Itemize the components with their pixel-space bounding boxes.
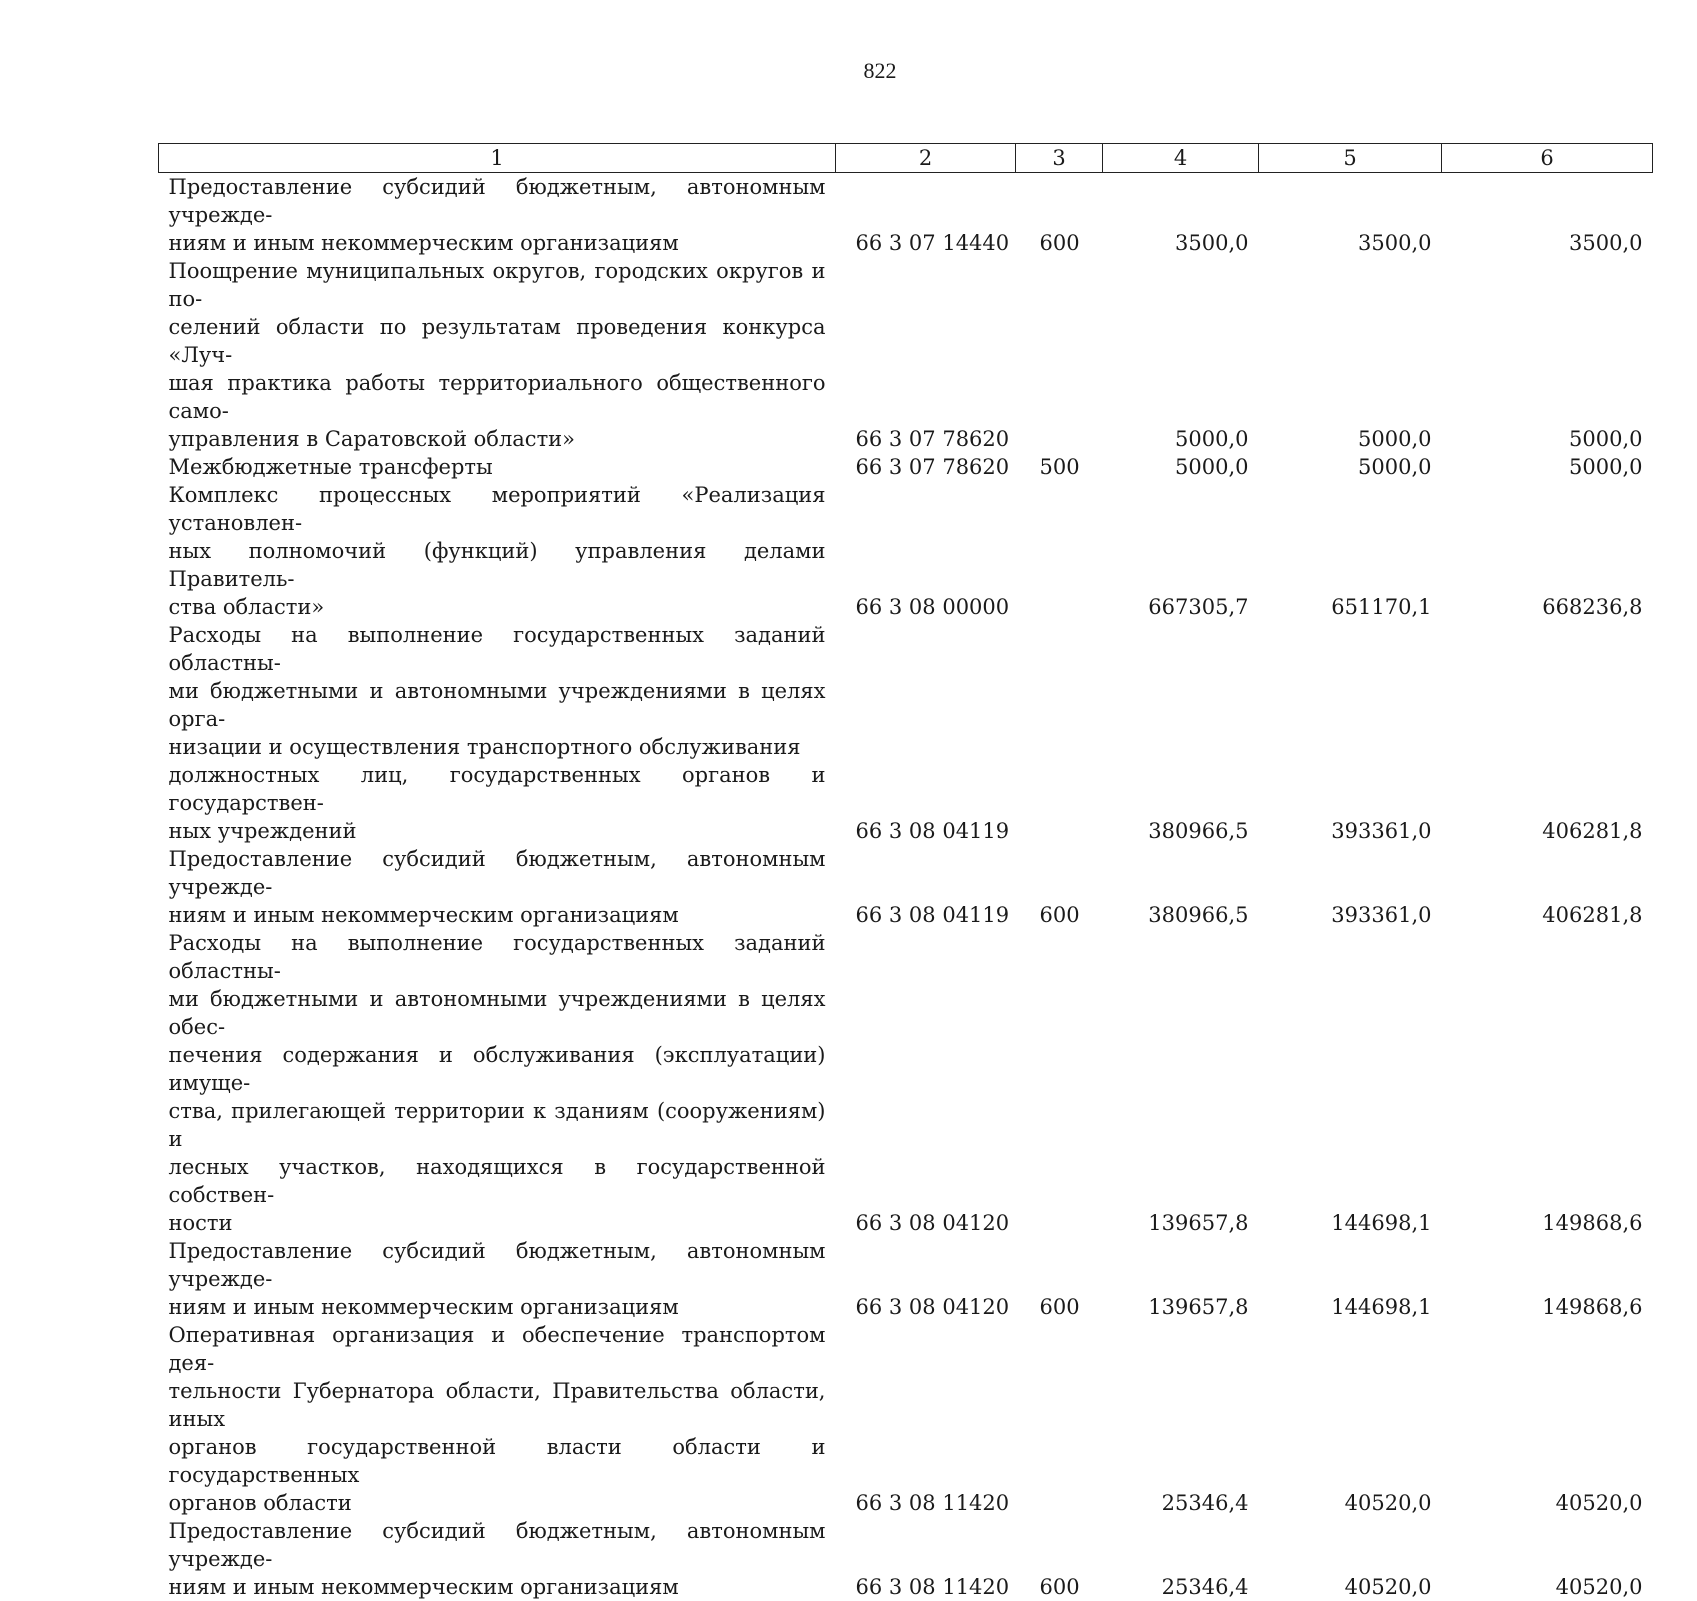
- table-row: [159, 1237, 1653, 1321]
- amount-col-5: 3500,0: [1259, 173, 1442, 258]
- table-row: [159, 453, 1653, 481]
- amount-col-5: 393361,0: [1259, 621, 1442, 845]
- table-row: [159, 929, 1653, 1237]
- amount-col-6: 3500,0: [1442, 173, 1653, 258]
- row-description: [159, 621, 836, 845]
- description-line: селений области по результатам проведения конкурса «Луч-: [169, 313, 826, 369]
- table-row: [159, 1517, 1653, 1601]
- amount-col-4: 139657,8: [1103, 1237, 1259, 1321]
- amount-col-4: 380966,5: [1103, 845, 1259, 929]
- description-line: Предоставление субсидий бюджетным, автономным учрежде-: [169, 173, 826, 229]
- amount-col-6: 149868,6: [1442, 929, 1653, 1237]
- target-article-code: 66 3 07 78620: [836, 453, 1016, 481]
- description-line: Межбюджетные трансферты: [169, 453, 826, 481]
- expense-type-code: [1016, 929, 1103, 1237]
- description-line: ности: [169, 1209, 826, 1237]
- description-line: органов государственной власти области и государственных: [169, 1433, 826, 1489]
- target-article-code: 66 3 08 11420: [836, 1321, 1016, 1517]
- amount-col-6: 40520,0: [1442, 1517, 1653, 1601]
- description-line: лесных участков, находящихся в государственной собствен-: [169, 1153, 826, 1209]
- row-description: [159, 929, 836, 1237]
- column-header: 3: [1016, 144, 1103, 173]
- description-line: ства области»: [169, 593, 826, 621]
- column-header: 4: [1103, 144, 1259, 173]
- target-article-code: 66 3 08 04119: [836, 621, 1016, 845]
- description-line: печения содержания и обслуживания (эксплуатации) имуще-: [169, 1041, 826, 1097]
- amount-col-5: 5000,0: [1259, 453, 1442, 481]
- amount-col-5: 651170,1: [1259, 481, 1442, 621]
- target-article-code: 66 3 08 04119: [836, 845, 1016, 929]
- expense-type-code: [1016, 1321, 1103, 1517]
- description-line: низации и осуществления транспортного обслуживания: [169, 733, 826, 761]
- description-line: ства, прилегающей территории к зданиям (сооружениям) и: [169, 1097, 826, 1153]
- table-body: [159, 173, 1653, 1601]
- description-line: Комплекс процессных мероприятий «Реализация установлен-: [169, 481, 826, 537]
- amount-col-5: 144698,1: [1259, 929, 1442, 1237]
- table-row: [159, 1321, 1653, 1517]
- description-line: Предоставление субсидий бюджетным, автономным учрежде-: [169, 1237, 826, 1293]
- row-description: [159, 1321, 836, 1517]
- amount-col-5: 144698,1: [1259, 1237, 1442, 1321]
- amount-col-4: 139657,8: [1103, 929, 1259, 1237]
- budget-table: [158, 143, 1653, 1601]
- amount-col-6: 5000,0: [1442, 257, 1653, 453]
- page-number: 822: [0, 58, 1697, 84]
- description-line: Расходы на выполнение государственных заданий областны-: [169, 929, 826, 985]
- description-line: ниям и иным некоммерческим организациям: [169, 1573, 826, 1601]
- target-article-code: 66 3 07 78620: [836, 257, 1016, 453]
- row-description: [159, 173, 836, 258]
- amount-col-6: 668236,8: [1442, 481, 1653, 621]
- expense-type-code: [1016, 621, 1103, 845]
- amount-col-6: 406281,8: [1442, 621, 1653, 845]
- row-description: [159, 257, 836, 453]
- table-row: [159, 257, 1653, 453]
- description-line: ниям и иным некоммерческим организациям: [169, 229, 826, 257]
- expense-type-code: 500: [1016, 453, 1103, 481]
- description-line: Предоставление субсидий бюджетным, автономным учрежде-: [169, 845, 826, 901]
- description-line: ниям и иным некоммерческим организациям: [169, 1293, 826, 1321]
- amount-col-4: 5000,0: [1103, 453, 1259, 481]
- table-row: [159, 173, 1653, 258]
- target-article-code: 66 3 08 11420: [836, 1517, 1016, 1601]
- expense-type-code: 600: [1016, 845, 1103, 929]
- amount-col-4: 667305,7: [1103, 481, 1259, 621]
- row-description: [159, 1237, 836, 1321]
- column-header: 2: [836, 144, 1016, 173]
- expense-type-code: 600: [1016, 1237, 1103, 1321]
- amount-col-5: 393361,0: [1259, 845, 1442, 929]
- expense-type-code: 600: [1016, 1517, 1103, 1601]
- amount-col-4: 380966,5: [1103, 621, 1259, 845]
- description-line: ных учреждений: [169, 817, 826, 845]
- description-line: ниям и иным некоммерческим организациям: [169, 901, 826, 929]
- table-row: [159, 481, 1653, 621]
- description-line: шая практика работы территориального общественного само-: [169, 369, 826, 425]
- column-header: 6: [1442, 144, 1653, 173]
- description-line: Расходы на выполнение государственных заданий областны-: [169, 621, 826, 677]
- description-line: ми бюджетными и автономными учреждениями в целях орга-: [169, 677, 826, 733]
- amount-col-6: 406281,8: [1442, 845, 1653, 929]
- table-row: [159, 621, 1653, 845]
- target-article-code: 66 3 07 14440: [836, 173, 1016, 258]
- column-header: 1: [159, 144, 836, 173]
- amount-col-4: 25346,4: [1103, 1321, 1259, 1517]
- amount-col-6: 149868,6: [1442, 1237, 1653, 1321]
- row-description: [159, 453, 836, 481]
- column-header: 5: [1259, 144, 1442, 173]
- amount-col-4: 5000,0: [1103, 257, 1259, 453]
- amount-col-5: 40520,0: [1259, 1517, 1442, 1601]
- target-article-code: 66 3 08 04120: [836, 929, 1016, 1237]
- description-line: тельности Губернатора области, Правительства области, иных: [169, 1377, 826, 1433]
- expense-type-code: 600: [1016, 173, 1103, 258]
- amount-col-5: 40520,0: [1259, 1321, 1442, 1517]
- description-line: Предоставление субсидий бюджетным, автономным учрежде-: [169, 1517, 826, 1573]
- amount-col-6: 40520,0: [1442, 1321, 1653, 1517]
- row-description: [159, 481, 836, 621]
- amount-col-5: 5000,0: [1259, 257, 1442, 453]
- description-line: должностных лиц, государственных органов и государствен-: [169, 761, 826, 817]
- description-line: Поощрение муниципальных округов, городских округов и по-: [169, 257, 826, 313]
- row-description: [159, 845, 836, 929]
- description-line: органов области: [169, 1489, 826, 1517]
- amount-col-4: 3500,0: [1103, 173, 1259, 258]
- target-article-code: 66 3 08 04120: [836, 1237, 1016, 1321]
- description-line: Оперативная организация и обеспечение транспортом дея-: [169, 1321, 826, 1377]
- row-description: [159, 1517, 836, 1601]
- description-line: ми бюджетными и автономными учреждениями в целях обес-: [169, 985, 826, 1041]
- expense-type-code: [1016, 257, 1103, 453]
- table-row: [159, 845, 1653, 929]
- amount-col-4: 25346,4: [1103, 1517, 1259, 1601]
- description-line: управления в Саратовской области»: [169, 425, 826, 453]
- target-article-code: 66 3 08 00000: [836, 481, 1016, 621]
- amount-col-6: 5000,0: [1442, 453, 1653, 481]
- expense-type-code: [1016, 481, 1103, 621]
- description-line: ных полномочий (функций) управления делами Правитель-: [169, 537, 826, 593]
- table-header-row: [159, 144, 1653, 173]
